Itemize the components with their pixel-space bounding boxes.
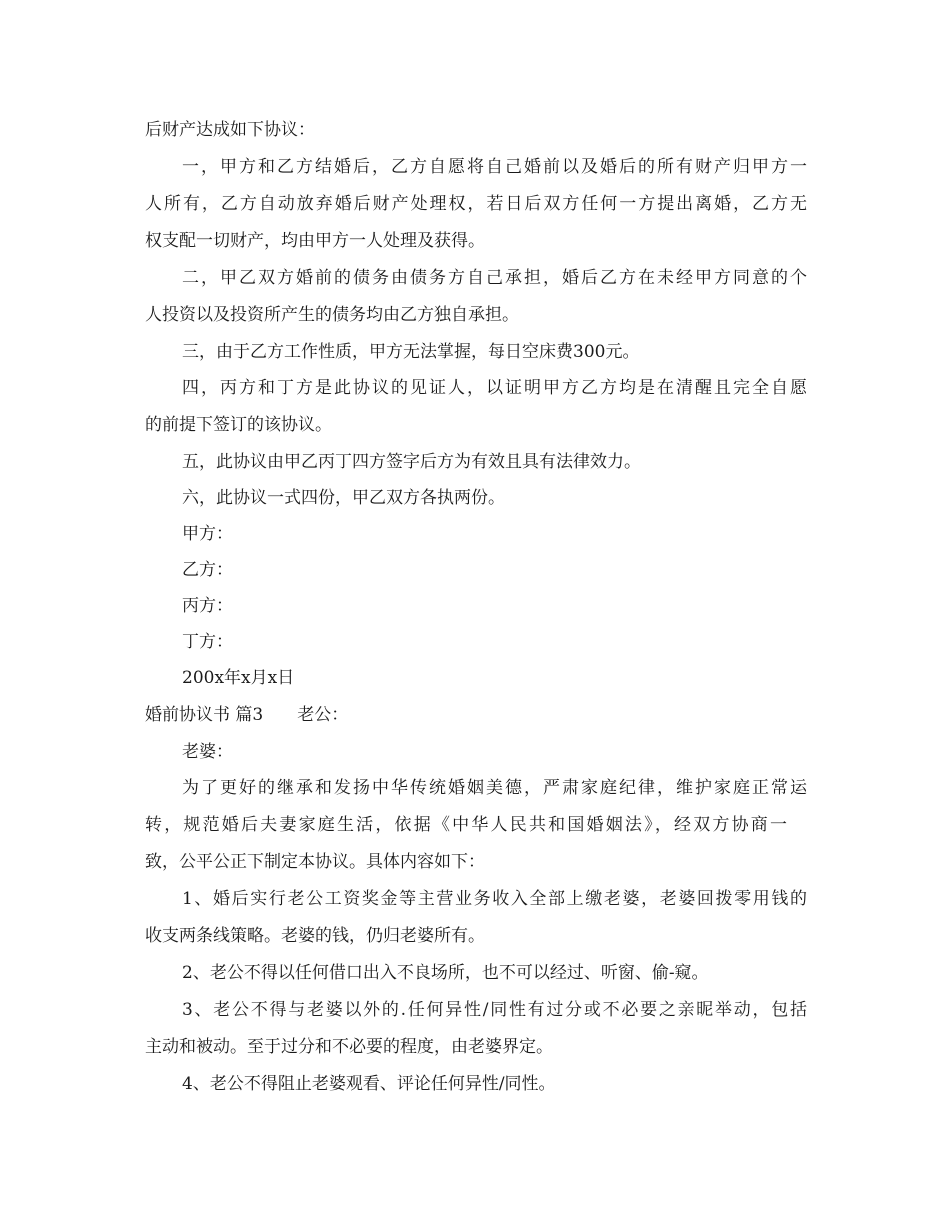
text-line: 转，规范婚后夫妻家庭生活，依据《中华人民共和国婚姻法》，经双方协商一 <box>145 815 787 835</box>
text-line: 主动和被动。至于过分和不必要的程度，由老婆界定。 <box>145 1037 553 1057</box>
text-line: 四，丙方和丁方是此协议的见证人，以证明甲方乙方均是在清醒且完全自愿 <box>182 378 807 398</box>
text-line: 五，此协议由甲乙丙丁四方签字后方为有效且具有法律效力。 <box>182 452 641 472</box>
text-line: 的前提下签订的该协议。 <box>145 415 332 435</box>
text-line: 致，公平公正下制定本协议。具体内容如下： <box>145 852 485 872</box>
text-line: 收支两条线策略。老婆的钱，仍归老婆所有。 <box>145 926 485 946</box>
text-line: 人所有，乙方自动放弃婚后财产处理权，若日后双方任何一方提出离婚，乙方无 <box>145 194 807 214</box>
section-heading: 婚前协议书 篇3 老公： <box>145 705 349 725</box>
date-line: 200x年x月x日 <box>182 668 295 688</box>
text-line: 六，此协议一式四份，甲乙双方各执两份。 <box>182 488 505 508</box>
text-line: 一，甲方和乙方结婚后，乙方自愿将自己婚前以及婚后的所有财产归甲方一 <box>182 157 807 177</box>
text-line: 1、婚后实行老公工资奖金等主营业务收入全部上缴老婆，老婆回拨零用钱的 <box>182 889 807 909</box>
signature-label-party-c: 丙方： <box>182 596 233 616</box>
text-line: 老婆： <box>182 742 233 762</box>
text-line: 4、老公不得阻止老婆观看、评论任何异性/同性。 <box>182 1074 556 1094</box>
signature-label-party-d: 丁方： <box>182 632 233 652</box>
text-line: 二，甲乙双方婚前的债务由债务方自己承担，婚后乙方在未经甲方同意的个 <box>182 268 807 288</box>
text-line: 2、老公不得以任何借口出入不良场所，也不可以经过、听窗、偷-窥。 <box>182 963 709 983</box>
text-line: 后财产达成如下协议： <box>145 120 315 140</box>
text-line: 权支配一切财产，均由甲方一人处理及获得。 <box>145 231 485 251</box>
signature-label-party-b: 乙方： <box>182 560 233 580</box>
text-line: 三，由于乙方工作性质，甲方无法掌握，每日空床费300元。 <box>182 342 640 362</box>
text-line: 3、老公不得与老婆以外的.任何异性/同性有过分或不必要之亲昵举动，包括 <box>182 1000 807 1020</box>
signature-label-party-a: 甲方： <box>182 524 233 544</box>
text-line: 为了更好的继承和发扬中华传统婚姻美德，严肃家庭纪律，维护家庭正常运 <box>182 778 807 798</box>
text-line: 人投资以及投资所产生的债务均由乙方独自承担。 <box>145 305 519 325</box>
